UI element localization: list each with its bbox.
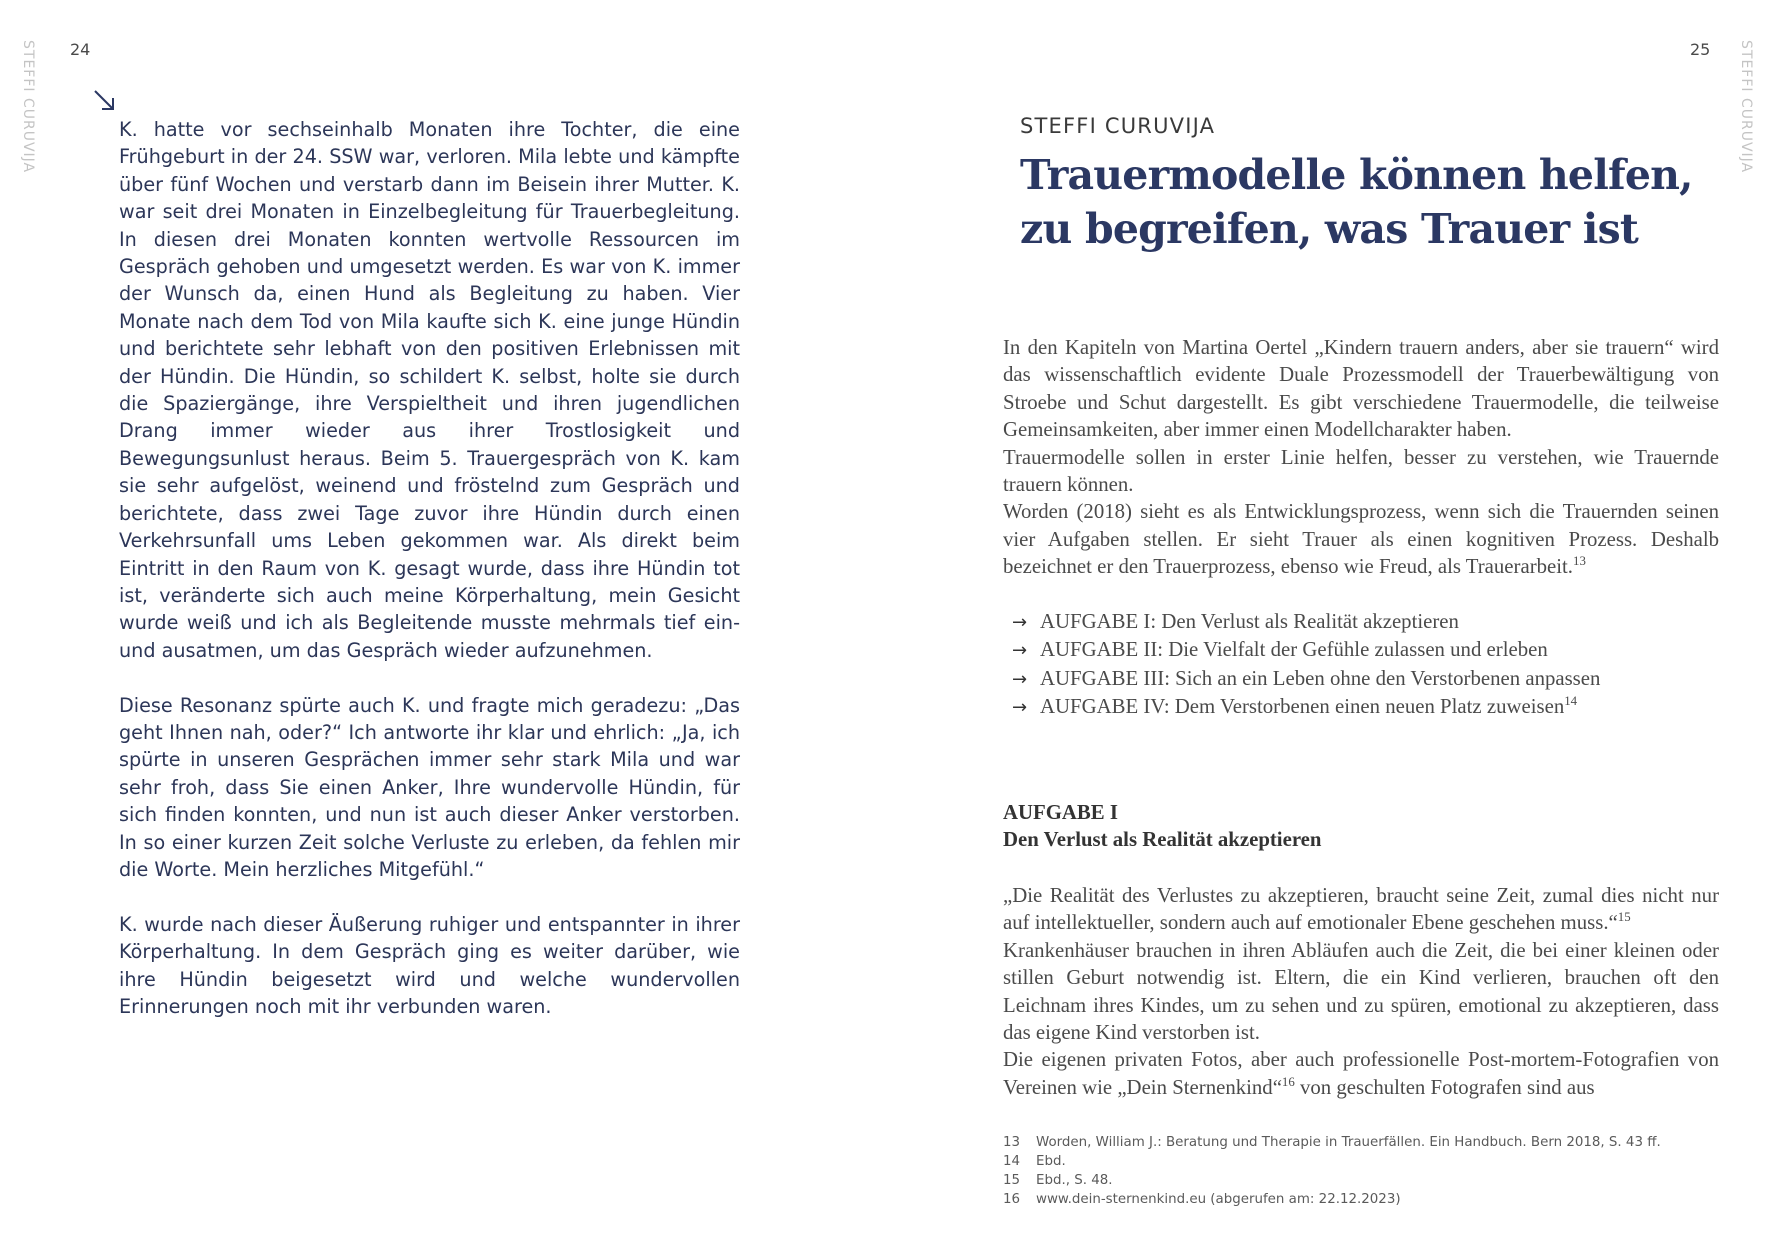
list-item (1003, 693, 1719, 721)
section-heading (1003, 799, 1321, 854)
left-paragraph-3: K. wurde nach dieser Äußerung ruhiger und entspannter in ihrer Körperhaltung. In dem Gespräch ging es weiter darüber, wie ihre Hündin beigesetzt wird und welche wundervollen Erinnerungen noch mit ihr verbunden waren. (119, 912, 740, 1018)
section-paragraph-1-text: „Die Realität des Verlustes zu akzeptieren, braucht seine Zeit, zumal dies nicht nur auf intellektueller, sondern auch auf emotionaler Ebene geschehen muss.“ (1003, 884, 1719, 935)
section-paragraph-2: Krankenhäuser brauchen in ihren Abläufen auch die Zeit, die bei einer kleinen oder stillen Geburt notwendig ist. Eltern, die ein Kind verlieren, brauchen oft den Leichnam ihres Kindes, um zu sehen und zu spüren, emotional zu akzeptieren, dass das eigene Kind verstorben ist. (1003, 938, 1719, 1045)
footnote-text: Ebd., S. 48. (1036, 1173, 1113, 1188)
footnote-number: 15 (1003, 1173, 1021, 1188)
footnote-text: Worden, William J.: Beratung und Therapie in Trauerfällen. Ein Handbuch. Bern 2018, S. 43 ff. (1036, 1135, 1661, 1150)
right-running-head: STEFFI CURUVIJA (1738, 40, 1754, 174)
section-paragraph-3 (1003, 1046, 1719, 1101)
footnote-ref-13: 13 (1573, 554, 1586, 569)
chapter-author: STEFFI CURUVIJA (1020, 114, 1216, 138)
section-label: AUFGABE I (1003, 801, 1118, 824)
footnote-number: 13 (1003, 1135, 1021, 1150)
footnote-text: Ebd. (1036, 1154, 1066, 1169)
arrow-right-icon: → (1012, 612, 1028, 633)
intro-text (1003, 334, 1719, 581)
arrow-right-icon: → (1012, 668, 1028, 690)
intro-paragraph-3 (1003, 498, 1719, 580)
chapter-title (1020, 148, 1740, 256)
arrow-down-right-icon (92, 88, 118, 114)
footnote-number: 14 (1003, 1154, 1021, 1169)
footnote (1003, 1133, 1719, 1152)
section-paragraph-3-text-a: Die eigenen privaten Fotos, aber auch professionelle Post-mortem-Fotografien von Vereinen wie „Dein Sternenkind“ (1003, 1048, 1719, 1099)
footnote (1003, 1190, 1719, 1209)
arrow-right-icon: → (1012, 640, 1028, 662)
footnote (1003, 1152, 1719, 1171)
footnote-link[interactable]: www.dein-sternenkind.eu (abgerufen am: 22.12.2023) (1036, 1192, 1401, 1207)
chapter-title-line-1: Trauermodelle können helfen, (1020, 151, 1693, 199)
list-item (1003, 636, 1719, 664)
task-2: AUFGABE II: Die Vielfalt der Gefühle zulassen und erleben (1040, 638, 1548, 662)
left-running-head: STEFFI CURUVIJA (20, 40, 36, 174)
task-1: AUFGABE I: Den Verlust als Realität akzeptieren (1040, 610, 1459, 633)
footnote-number: 16 (1003, 1192, 1021, 1207)
intro-paragraph-3-text: Worden (2018) sieht es als Entwicklungsprozess, wenn sich die Trauernden seinen vier Aufgaben stellen. Er sieht Trauer als einen kognitiven Prozess. Deshalb bezeichnet er den Trauerprozess, ebenso wie Freud, als Trauerarbeit. (1003, 500, 1719, 579)
section-body (1003, 882, 1719, 1101)
list-item (1003, 665, 1719, 693)
task-4 (1040, 693, 1577, 720)
arrow-right-icon: → (1012, 697, 1028, 719)
footnotes (1003, 1133, 1719, 1209)
footnote-ref-15: 15 (1617, 910, 1631, 925)
chapter-title-line-2: zu begreifen, was Trauer ist (1020, 205, 1639, 253)
task-3: AUFGABE III: Sich an ein Leben ohne den Verstorbenen anpassen (1040, 666, 1601, 690)
left-body-text (119, 116, 740, 1048)
footnote (1003, 1171, 1719, 1190)
footnote-ref-14: 14 (1564, 694, 1578, 709)
footnote-ref-16: 16 (1281, 1074, 1295, 1089)
task-list (1003, 608, 1719, 722)
left-paragraph-1: K. hatte vor sechseinhalb Monaten ihre Tochter, die eine Frühgeburt in der 24. SSW war, verloren. Mila lebte und kämpfte über fünf Wochen und verstarb dann im Beisein ihrer Mutter. K. war seit drei Monaten in Einzelbegleitung für Trauerbegleitung. In diesen drei Monaten konnten wertvolle Ressourcen im Gespräch gehoben und umgesetzt werden. Es war von K. immer der Wunsch da, einen Hund als Begleitung zu haben. Vier Monate nach dem Tod von Mila kaufte sich K. eine junge Hündin und berichtete sehr lebhaft von den positiven Erlebnissen mit der Hündin. Die Hündin, so schildert K. selbst, holte sie durch die Spaziergänge, ihre Verspieltheit und ihren jugendlichen Drang immer wieder aus ihrer Trostlosigkeit und Bewegungsunlust heraus. Beim 5. Trauergespräch von K. kam sie sehr aufgelöst, weinend und fröstelnd zum Gespräch und berichtete, dass zwei Tage zuvor ihre Hündin durch einen Verkehrsunfall ums Leben gekommen war. Als direkt beim Eintritt in den Raum von K. gesagt wurde, dass ihre Hündin tot ist, veränderte sich auch meine Körperhaltung, mein Gesicht wurde weiß und ich als Begleitende musste mehrmals tief ein- und ausatmen, um das Gespräch wieder aufzunehmen. (119, 118, 740, 662)
left-paragraph-2: Diese Resonanz spürte auch K. und fragte mich geradezu: „Das geht Ihnen nah, oder?“ Ich antworte ihr klar und ehrlich: „Ja, ich spürte in unseren Gesprächen immer sehr stark Mila und war sehr froh, dass Sie einen Anker, Ihre wundervolle Hündin, für sich finden konnten, und nun ist auch dieser Anker verstorben. In so einer kurzen Zeit solche Verluste zu erleben, da fehlen mir die Worte. Mein herzliches Mitgefühl.“ (119, 693, 740, 881)
left-page-number: 24 (70, 40, 91, 59)
section-paragraph-1 (1003, 882, 1719, 937)
section-subtitle: Den Verlust als Realität akzeptieren (1003, 828, 1322, 852)
section-paragraph-3-text-b: von geschulten Fotografen sind aus (1294, 1075, 1595, 1099)
intro-paragraph-1: In den Kapiteln von Martina Oertel „Kindern trauern anders, aber sie trauern“ wird das wissenschaftlich evidente Duale Prozessmodell der Trauerbewältigung von Stroebe und Schut dargestellt. Es gibt verschiedene Trauermodelle, die teilweise Gemeinsamkeiten, aber immer einen Modellcharakter haben. (1003, 336, 1719, 442)
right-page-number: 25 (1690, 40, 1711, 59)
list-item (1003, 608, 1719, 636)
intro-paragraph-2: Trauermodelle sollen in erster Linie helfen, besser zu verstehen, wie Trauernde trauern können. (1003, 445, 1719, 497)
task-4-text: AUFGABE IV: Dem Verstorbenen einen neuen Platz zuweisen (1040, 695, 1565, 719)
